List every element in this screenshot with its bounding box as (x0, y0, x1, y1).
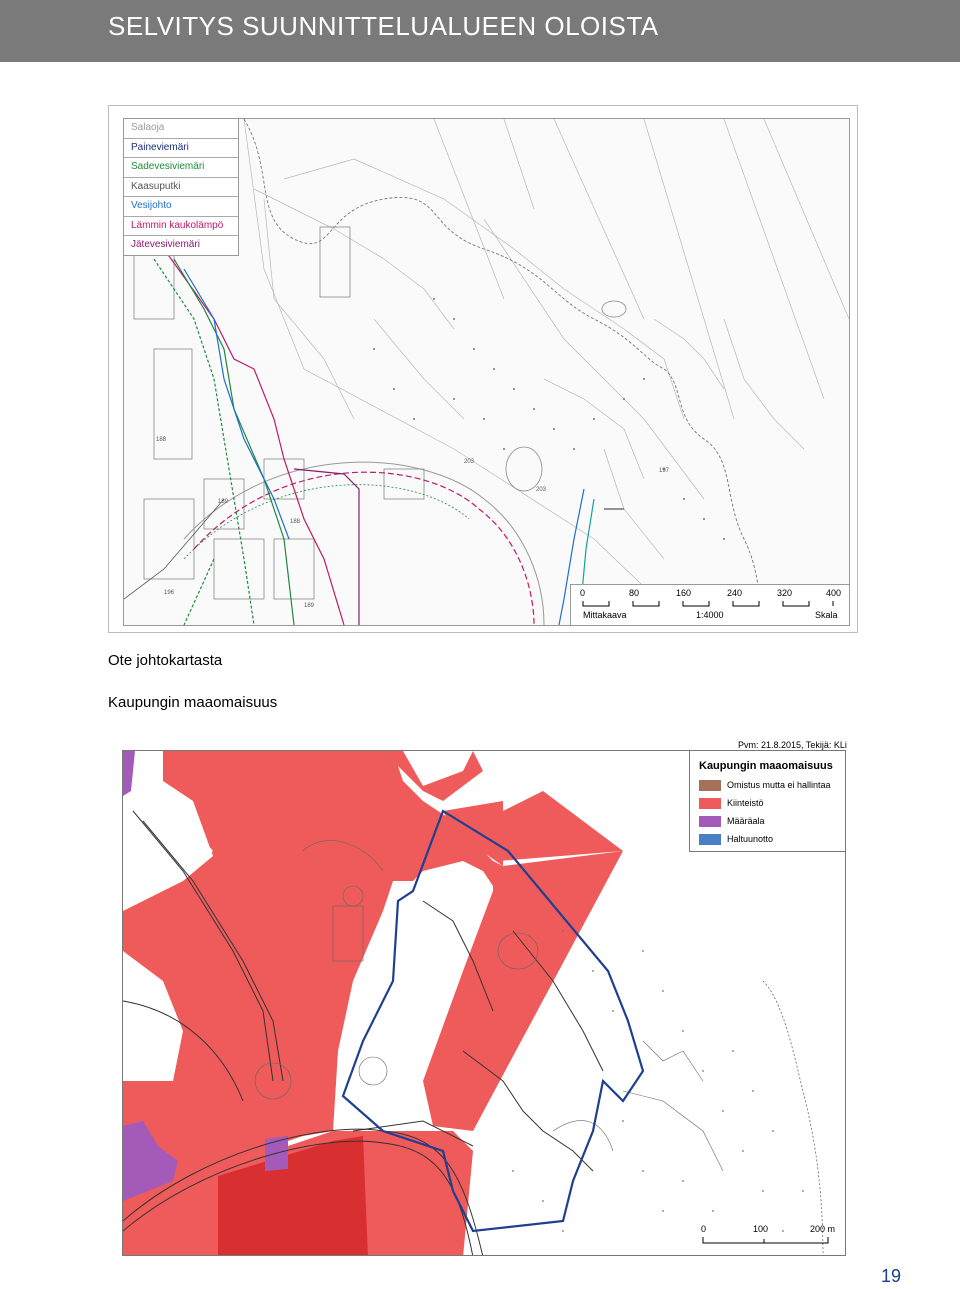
section-heading-land-ownership: Kaupungin maaomaisuus (108, 694, 278, 711)
legend-item: Salaoja (124, 119, 238, 139)
scale-tick: 200 m (810, 1224, 836, 1234)
map-date-author: Pvm: 21.8.2015, Tekijä: KLi (738, 740, 847, 750)
scale-tick: 100 (753, 1224, 769, 1234)
legend-item: Vesijohto (124, 197, 238, 217)
plot-number: 203 (464, 459, 475, 465)
legend-item: Jätevesiviemäri (131, 239, 200, 250)
page-header (0, 0, 960, 62)
utility-map-scale (570, 584, 849, 625)
legend-swatch (699, 780, 721, 791)
utility-map-legend (124, 119, 239, 256)
utility-map-figure (108, 105, 858, 633)
land-ownership-legend (689, 751, 846, 852)
figure-caption-utility-map: Ote johtokartasta (108, 652, 223, 669)
scale-tick: 400 (826, 588, 842, 598)
scale-tick: 80 (629, 588, 640, 598)
land-ownership-map (122, 750, 846, 1256)
plot-number: 196 (164, 590, 175, 596)
scale-tick: 240 (727, 588, 743, 598)
plot-number: 189 (218, 499, 229, 505)
legend-title: Kaupungin maaomaisuus (699, 760, 833, 772)
scale-ratio: 1:4000 (696, 610, 724, 620)
legend-item (699, 815, 765, 827)
legend-item: Paineviemäri (124, 139, 238, 159)
legend-item: Sadevesiviemäri (124, 158, 238, 178)
plot-number: 189 (304, 603, 315, 609)
plot-number: 188 (156, 437, 167, 443)
plot-number: 197 (659, 468, 670, 474)
scale-left-label: Mittakaava (583, 610, 627, 620)
scale-bar (698, 1217, 846, 1256)
legend-label: Omistus mutta ei hallintaa (727, 780, 831, 790)
scale-tick: 0 (701, 1224, 707, 1234)
utility-map (123, 118, 850, 626)
legend-item (699, 797, 764, 809)
legend-label: Määräala (727, 816, 765, 826)
legend-item (699, 779, 831, 791)
legend-swatch (699, 816, 721, 827)
legend-swatch (699, 834, 721, 845)
land-ownership-scale (698, 1217, 846, 1256)
legend-label: Kiinteistö (727, 798, 764, 808)
scale-tick: 0 (580, 588, 586, 598)
legend-label: Haltuunotto (727, 834, 774, 844)
scale-right-label: Skala (815, 610, 838, 620)
scale-tick: 160 (676, 588, 692, 598)
plot-number: 188 (290, 519, 301, 525)
legend-item: Lämmin kaukolämpö (124, 217, 238, 237)
legend-swatch (699, 798, 721, 809)
legend-item: Kaasuputki (124, 178, 238, 198)
page-number: 19 (881, 1266, 902, 1286)
legend-item (699, 833, 773, 845)
scale-tick: 320 (777, 588, 793, 598)
plot-number: 203 (536, 487, 547, 493)
page-title: SELVITYS SUUNNITTELUALUEEN OLOISTA (108, 11, 659, 41)
